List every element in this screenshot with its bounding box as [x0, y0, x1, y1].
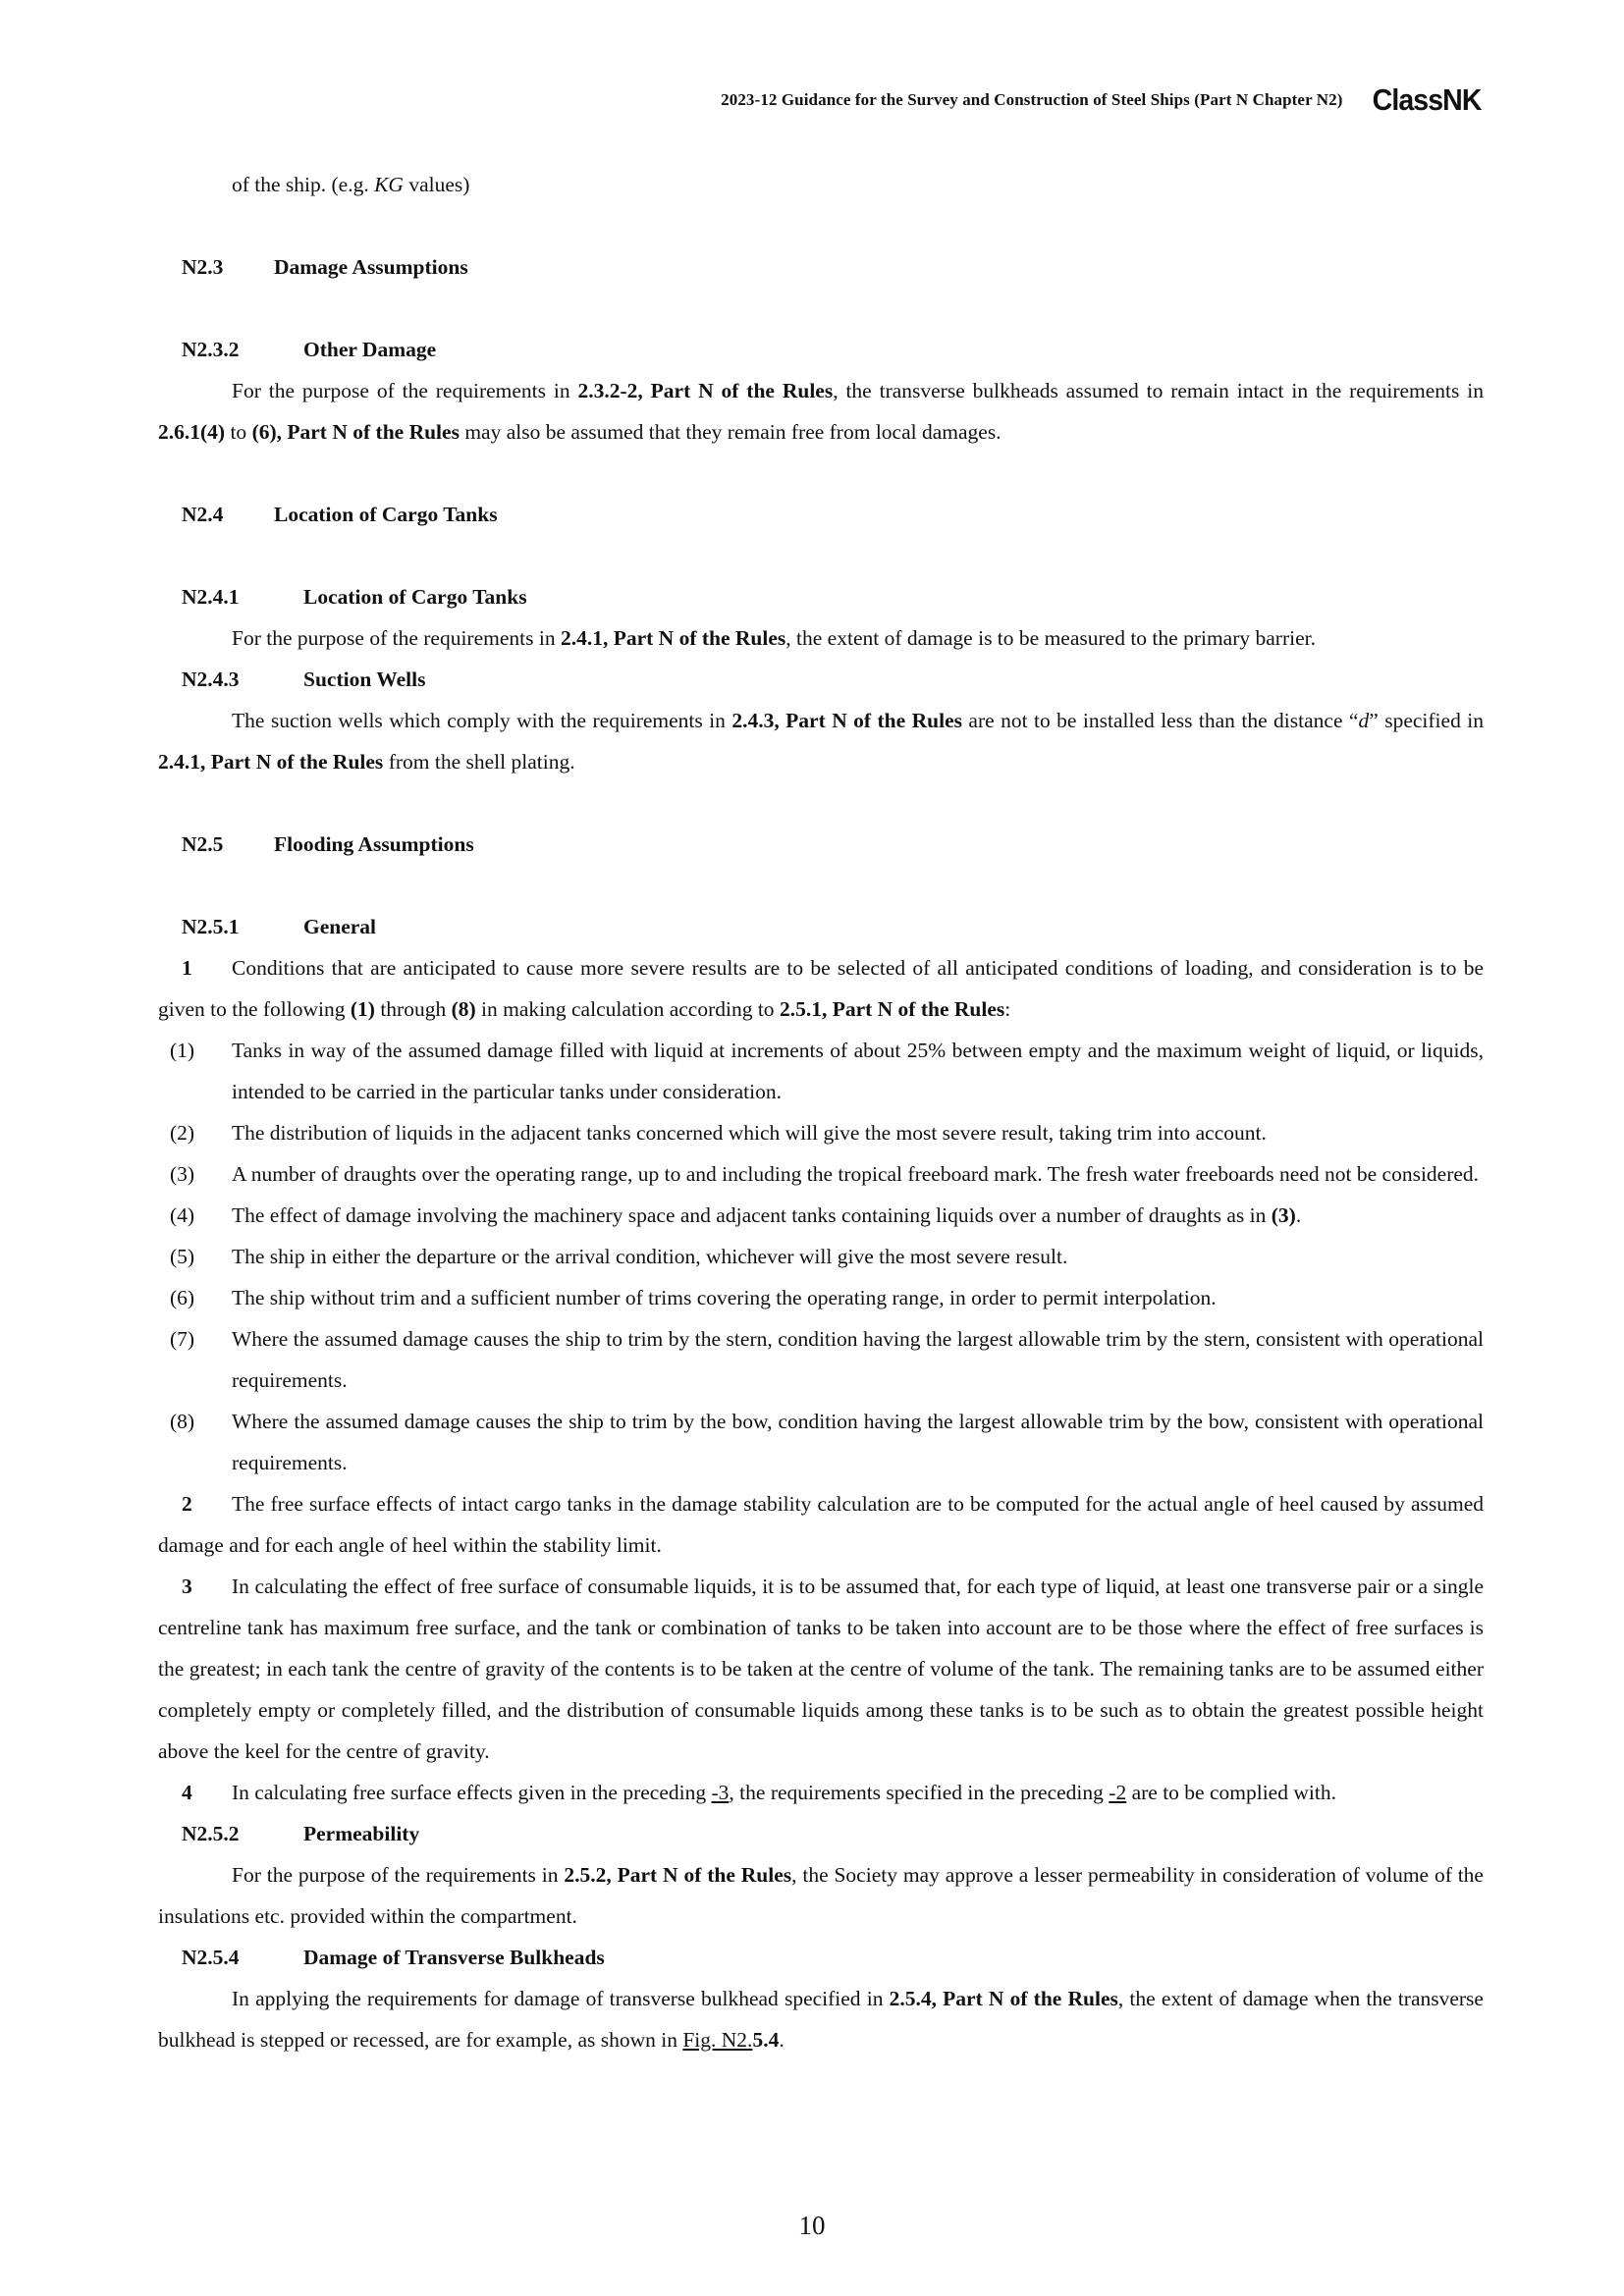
- classnk-logo: ClassNK: [1372, 82, 1481, 117]
- list-item: (7) Where the assumed damage causes the ship to trim by the stern, condition having the largest allowable trim by the stern, consistent with operational requirements.: [170, 1327, 1484, 1392]
- list-item: (4) The effect of damage involving the machinery space and adjacent tanks containing liquids over a number of draughts as in (3).: [170, 1203, 1302, 1227]
- section-heading-n2-4: N2.4 Location of Cargo Tanks: [182, 503, 498, 526]
- header-title: 2023-12 Guidance for the Survey and Construction of Steel Ships (Part N Chapter N2): [721, 90, 1343, 109]
- section-heading-n2-5-1: N2.5.1 General: [182, 915, 377, 938]
- section-heading-n2-4-3: N2.4.3 Suction Wells: [182, 667, 426, 691]
- list-item: (5) The ship in either the departure or the arrival condition, whichever will give the most severe result.: [170, 1245, 1068, 1268]
- paragraph-n2-5-1-2: 2 The free surface effects of intact cargo tanks in the damage stability calculation are to be computed for the actual angle of heel caused by assumed damage and for each angle of heel within the stability limit.: [158, 1492, 1484, 1557]
- paragraph-n2-5-1-4: 4 In calculating free surface effects given in the preceding -3, the requirements specified in the preceding -2 are to be complied with.: [182, 1781, 1336, 1804]
- figure-link[interactable]: Fig. N2.: [682, 2028, 753, 2052]
- document-body: [158, 164, 1484, 2060]
- section-heading-n2-5: N2.5 Flooding Assumptions: [182, 832, 474, 856]
- intro-line: of the ship. (e.g. KG values): [232, 173, 470, 196]
- section-heading-n2-3-2: N2.3.2 Other Damage: [182, 338, 437, 361]
- paragraph-n2-5-1-1: 1 Conditions that are anticipated to cause more severe results are to be selected of all anticipated conditions of loading, and consideration is to be given to the following (1) through (8) in making calculation according to 2.5.1, Part N of the Rules:: [158, 956, 1484, 1021]
- reference-link-3[interactable]: -3: [711, 1781, 730, 1804]
- paragraph-n2-5-2: For the purpose of the requirements in 2.5.2, Part N of the Rules, the Society may approve a lesser permeability in consideration of volume of the insulations etc. provided within the compartment.: [158, 1863, 1484, 1928]
- list-item: (1) Tanks in way of the assumed damage filled with liquid at increments of about 25% between empty and the maximum weight of liquid, or liquids, intended to be carried in the particular tanks under consideration.: [170, 1039, 1484, 1103]
- paragraph-n2-5-4: In applying the requirements for damage of transverse bulkhead specified in 2.5.4, Part N of the Rules, the extent of damage when the transverse bulkhead is stepped or recessed, are for example, as shown in Fig. N2.5.4.: [158, 1987, 1484, 2052]
- section-heading-n2-3: N2.3 Damage Assumptions: [182, 255, 468, 279]
- list-item: (3) A number of draughts over the operating range, up to and including the tropical freeboard mark. The fresh water freeboards need not be considered.: [170, 1162, 1480, 1186]
- list-item: (6) The ship without trim and a sufficient number of trims covering the operating range, in order to permit interpolation.: [170, 1286, 1217, 1309]
- paragraph-n2-5-1-3: 3 In calculating the effect of free surface of consumable liquids, it is to be assumed that, for each type of liquid, at least one transverse pair or a single centreline tank has maximum free surface, and the tank or combination of tanks to be taken into account are to be those where the effect of free surfaces is the greatest; in each tank the centre of gravity of the contents is to be taken at the centre of volume of the tank. The remaining tanks are to be assumed either completely empty or completely filled, and the distribution of consumable liquids among these tanks is to be such as to obtain the greatest possible height above the keel for the centre of gravity.: [158, 1575, 1484, 1763]
- list-item: (8) Where the assumed damage causes the ship to trim by the bow, condition having the largest allowable trim by the bow, consistent with operational requirements.: [170, 1410, 1484, 1474]
- paragraph-n2-3-2: For the purpose of the requirements in 2.3.2-2, Part N of the Rules, the transverse bulkheads assumed to remain intact in the requirements in 2.6.1(4) to (6), Part N of the Rules may also be assumed that they remain free from local damages.: [158, 379, 1484, 444]
- page-number: 10: [798, 2211, 826, 2240]
- list-item: (2) The distribution of liquids in the adjacent tanks concerned which will give the most severe result, taking trim into account.: [170, 1121, 1267, 1145]
- section-heading-n2-4-1: N2.4.1 Location of Cargo Tanks: [182, 585, 527, 609]
- page-header: [721, 82, 1481, 118]
- reference-link-2[interactable]: -2: [1109, 1781, 1127, 1804]
- paragraph-n2-4-1: For the purpose of the requirements in 2.4.1, Part N of the Rules, the extent of damage is to be measured to the primary barrier.: [232, 626, 1316, 650]
- loading-conditions-list: [158, 1030, 1484, 1483]
- section-heading-n2-5-4: N2.5.4 Damage of Transverse Bulkheads: [182, 1946, 605, 1969]
- paragraph-n2-4-3: The suction wells which comply with the requirements in 2.4.3, Part N of the Rules are not to be installed less than the distance “d” specified in 2.4.1, Part N of the Rules from the shell plating.: [158, 709, 1484, 774]
- section-heading-n2-5-2: N2.5.2 Permeability: [182, 1822, 420, 1845]
